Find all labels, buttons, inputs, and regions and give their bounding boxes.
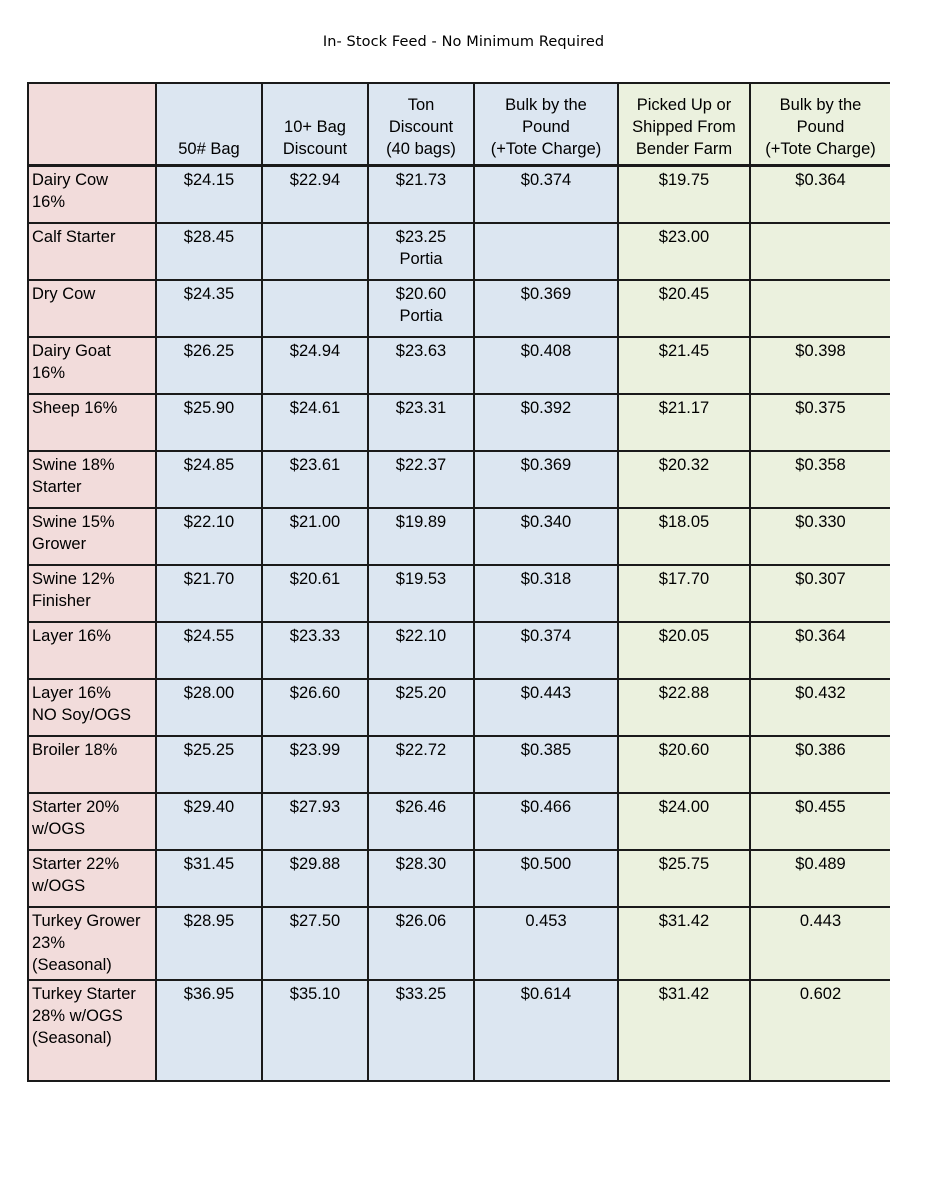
table-row — [28, 679, 890, 736]
price-farm-bulk-by-pound-cell: $0.330 — [750, 508, 890, 565]
header-row — [28, 83, 890, 166]
price-ton-discount-cell: $22.37 — [368, 451, 474, 508]
price-ton-discount-cell: $28.30 — [368, 850, 474, 907]
table-row — [28, 166, 890, 224]
price-50lb-bag-cell: $21.70 — [156, 565, 262, 622]
price-bender-farm-cell: $31.42 — [618, 980, 750, 1081]
product-name-cell: Turkey Grower 23% (Seasonal) — [28, 907, 156, 980]
price-10-bag-discount-cell: $24.61 — [262, 394, 368, 451]
price-farm-bulk-by-pound-cell: $0.375 — [750, 394, 890, 451]
page-title: In- Stock Feed - No Minimum Required — [322, 34, 605, 50]
header-ton-discount: Ton Discount (40 bags) — [368, 83, 474, 166]
price-10-bag-discount-cell: $20.61 — [262, 565, 368, 622]
price-bender-farm-cell: $24.00 — [618, 793, 750, 850]
table-row — [28, 850, 890, 907]
price-farm-bulk-by-pound-cell: $0.358 — [750, 451, 890, 508]
price-bender-farm-cell: $18.05 — [618, 508, 750, 565]
price-farm-bulk-by-pound-cell: $0.364 — [750, 622, 890, 679]
price-bulk-by-pound-cell: $0.374 — [474, 622, 618, 679]
feed-price-table — [27, 82, 890, 1082]
price-ton-discount-cell: $21.73 — [368, 166, 474, 224]
product-name-cell: Swine 15% Grower — [28, 508, 156, 565]
price-50lb-bag-cell: $28.45 — [156, 223, 262, 280]
header-bender-farm: Picked Up or Shipped From Bender Farm — [618, 83, 750, 166]
product-name-cell: Swine 18% Starter — [28, 451, 156, 508]
price-10-bag-discount-cell: $27.93 — [262, 793, 368, 850]
price-bender-farm-cell: $21.17 — [618, 394, 750, 451]
table-row — [28, 736, 890, 793]
product-name-cell: Starter 22% w/OGS — [28, 850, 156, 907]
price-bulk-by-pound-cell: $0.466 — [474, 793, 618, 850]
price-ton-discount-cell: $33.25 — [368, 980, 474, 1081]
price-ton-discount-cell: $22.72 — [368, 736, 474, 793]
price-bender-farm-cell: $31.42 — [618, 907, 750, 980]
price-10-bag-discount-cell: $23.33 — [262, 622, 368, 679]
price-bulk-by-pound-cell: $0.369 — [474, 451, 618, 508]
price-ton-discount-cell: $19.89 — [368, 508, 474, 565]
price-50lb-bag-cell: $24.15 — [156, 166, 262, 224]
price-bulk-by-pound-cell: 0.453 — [474, 907, 618, 980]
header-farm-bulk-by-pound: Bulk by the Pound (+Tote Charge) — [750, 83, 890, 166]
product-name-cell: Layer 16% NO Soy/OGS — [28, 679, 156, 736]
price-bulk-by-pound-cell: $0.614 — [474, 980, 618, 1081]
table-row — [28, 337, 890, 394]
price-ton-discount-cell: $23.63 — [368, 337, 474, 394]
price-50lb-bag-cell: $25.25 — [156, 736, 262, 793]
table-row — [28, 394, 890, 451]
price-50lb-bag-cell: $24.35 — [156, 280, 262, 337]
product-name-cell: Calf Starter — [28, 223, 156, 280]
product-name-cell: Dairy Cow 16% — [28, 166, 156, 224]
price-10-bag-discount-cell — [262, 280, 368, 337]
price-bulk-by-pound-cell: $0.443 — [474, 679, 618, 736]
price-farm-bulk-by-pound-cell: 0.443 — [750, 907, 890, 980]
price-10-bag-discount-cell: $24.94 — [262, 337, 368, 394]
price-bulk-by-pound-cell: $0.500 — [474, 850, 618, 907]
price-50lb-bag-cell: $29.40 — [156, 793, 262, 850]
product-name-cell: Layer 16% — [28, 622, 156, 679]
table-row — [28, 508, 890, 565]
price-farm-bulk-by-pound-cell: $0.364 — [750, 166, 890, 224]
price-bender-farm-cell: $20.60 — [618, 736, 750, 793]
price-ton-discount-cell: $23.31 — [368, 394, 474, 451]
price-bulk-by-pound-cell: $0.374 — [474, 166, 618, 224]
price-farm-bulk-by-pound-cell: $0.386 — [750, 736, 890, 793]
price-10-bag-discount-cell: $26.60 — [262, 679, 368, 736]
price-bender-farm-cell: $22.88 — [618, 679, 750, 736]
price-bender-farm-cell: $17.70 — [618, 565, 750, 622]
product-name-cell: Starter 20% w/OGS — [28, 793, 156, 850]
price-bender-farm-cell: $23.00 — [618, 223, 750, 280]
price-10-bag-discount-cell: $29.88 — [262, 850, 368, 907]
price-50lb-bag-cell: $25.90 — [156, 394, 262, 451]
price-ton-discount-cell: $19.53 — [368, 565, 474, 622]
price-50lb-bag-cell: $31.45 — [156, 850, 262, 907]
product-name-cell: Turkey Starter 28% w/OGS (Seasonal) — [28, 980, 156, 1081]
price-50lb-bag-cell: $26.25 — [156, 337, 262, 394]
product-name-cell: Swine 12% Finisher — [28, 565, 156, 622]
price-10-bag-discount-cell: $35.10 — [262, 980, 368, 1081]
header-bulk-by-pound: Bulk by the Pound (+Tote Charge) — [474, 83, 618, 166]
price-50lb-bag-cell: $36.95 — [156, 980, 262, 1081]
price-bulk-by-pound-cell: $0.392 — [474, 394, 618, 451]
product-name-cell: Dairy Goat 16% — [28, 337, 156, 394]
price-bender-farm-cell: $20.32 — [618, 451, 750, 508]
table-row — [28, 907, 890, 980]
price-farm-bulk-by-pound-cell — [750, 280, 890, 337]
price-ton-discount-cell: $20.60 Portia — [368, 280, 474, 337]
price-bulk-by-pound-cell: $0.369 — [474, 280, 618, 337]
price-10-bag-discount-cell: $23.61 — [262, 451, 368, 508]
price-ton-discount-cell: $23.25 Portia — [368, 223, 474, 280]
price-bender-farm-cell: $20.45 — [618, 280, 750, 337]
price-50lb-bag-cell: $24.55 — [156, 622, 262, 679]
table-row — [28, 223, 890, 280]
price-ton-discount-cell: $26.06 — [368, 907, 474, 980]
price-50lb-bag-cell: $28.95 — [156, 907, 262, 980]
product-name-cell: Broiler 18% — [28, 736, 156, 793]
price-farm-bulk-by-pound-cell: 0.602 — [750, 980, 890, 1081]
price-farm-bulk-by-pound-cell: $0.398 — [750, 337, 890, 394]
product-name-cell: Sheep 16% — [28, 394, 156, 451]
price-50lb-bag-cell: $24.85 — [156, 451, 262, 508]
table-body — [28, 166, 890, 1082]
price-bulk-by-pound-cell: $0.408 — [474, 337, 618, 394]
price-10-bag-discount-cell — [262, 223, 368, 280]
price-bender-farm-cell: $25.75 — [618, 850, 750, 907]
header-50lb-bag: 50# Bag — [156, 83, 262, 166]
price-farm-bulk-by-pound-cell — [750, 223, 890, 280]
price-farm-bulk-by-pound-cell: $0.307 — [750, 565, 890, 622]
price-ton-discount-cell: $26.46 — [368, 793, 474, 850]
table-row — [28, 565, 890, 622]
table-row — [28, 451, 890, 508]
price-10-bag-discount-cell: $21.00 — [262, 508, 368, 565]
price-ton-discount-cell: $25.20 — [368, 679, 474, 736]
price-farm-bulk-by-pound-cell: $0.432 — [750, 679, 890, 736]
price-ton-discount-cell: $22.10 — [368, 622, 474, 679]
price-50lb-bag-cell: $22.10 — [156, 508, 262, 565]
header-10-bag-discount: 10+ Bag Discount — [262, 83, 368, 166]
price-10-bag-discount-cell: $22.94 — [262, 166, 368, 224]
price-bender-farm-cell: $21.45 — [618, 337, 750, 394]
table-row — [28, 980, 890, 1081]
price-bulk-by-pound-cell: $0.385 — [474, 736, 618, 793]
price-farm-bulk-by-pound-cell: $0.455 — [750, 793, 890, 850]
price-bulk-by-pound-cell: $0.340 — [474, 508, 618, 565]
table-row — [28, 622, 890, 679]
price-10-bag-discount-cell: $27.50 — [262, 907, 368, 980]
price-bulk-by-pound-cell — [474, 223, 618, 280]
price-farm-bulk-by-pound-cell: $0.489 — [750, 850, 890, 907]
price-50lb-bag-cell: $28.00 — [156, 679, 262, 736]
header-product — [28, 83, 156, 166]
price-10-bag-discount-cell: $23.99 — [262, 736, 368, 793]
price-bulk-by-pound-cell: $0.318 — [474, 565, 618, 622]
table-row — [28, 280, 890, 337]
price-bender-farm-cell: $20.05 — [618, 622, 750, 679]
price-bender-farm-cell: $19.75 — [618, 166, 750, 224]
product-name-cell: Dry Cow — [28, 280, 156, 337]
table-row — [28, 793, 890, 850]
